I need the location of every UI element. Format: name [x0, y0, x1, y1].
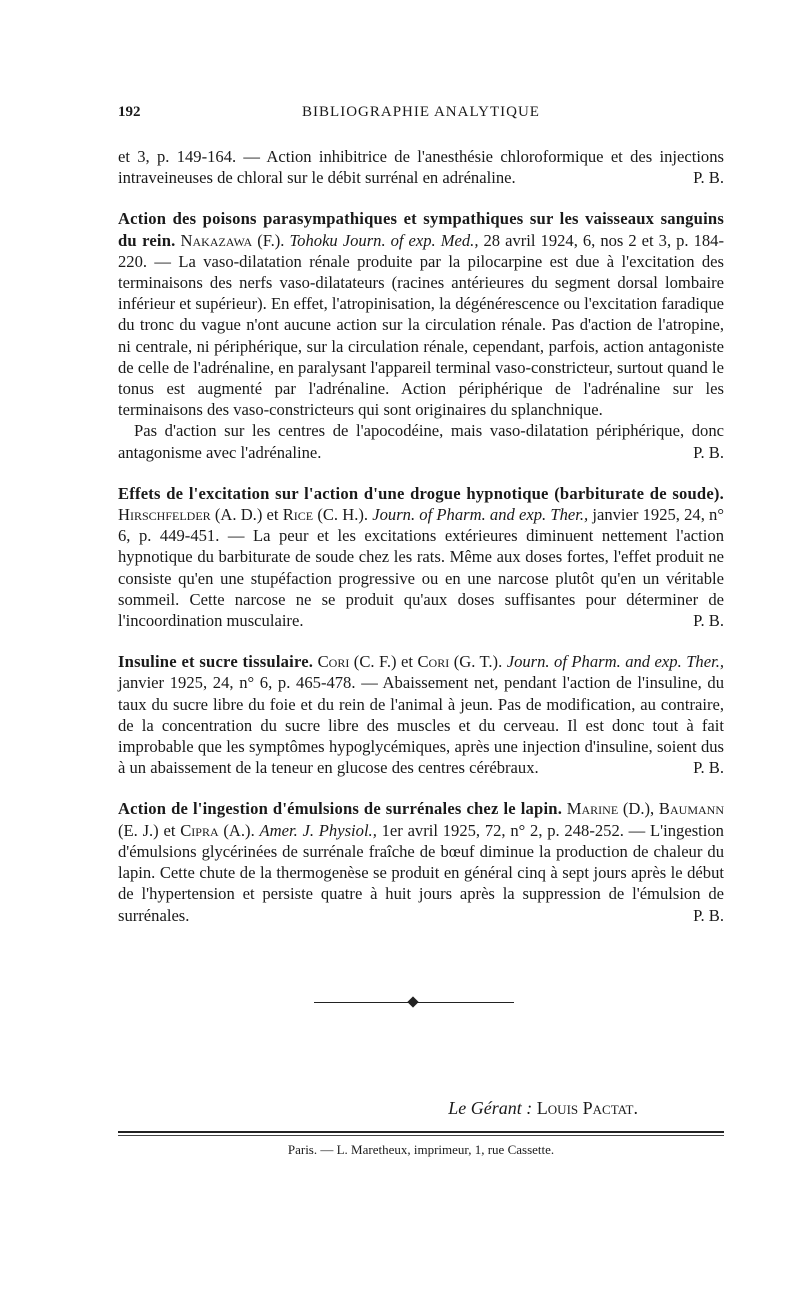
author-name-3: Cipra — [180, 820, 219, 840]
signature: P. B. — [693, 168, 724, 188]
abstract-text: — La vaso-dilatation rénale produite par la pilocarpine est due à l'excitation des terminaisons des nerfs vaso-dilatateurs (racines antérieures du segment dorsal lombaire inférieur et supérieur). En effet, l'atropinisation, la dégénérescence ou l'excitation faradique du tronc du vague n'ont aucune action sur la circulation rénale. Pas d'action de l'atropine, ni centrale, ni périphérique, sur la circulation rénale, cependant, parfois, action antagoniste de celle de l'adrénaline, en paralysant l'appareil terminal vaso-constricteur, surtout quand le tonus est augmenté par l'adrénaline. Action périphérique de l'adrénaline sur les terminaisons des vaso-constricteurs qui sont originaires du splanchnique. — [118, 251, 725, 420]
signature: P. B. — [693, 442, 724, 462]
entry-title: Insuline et sucre tissulaire. — [118, 652, 314, 672]
author-name: Marine — [566, 799, 619, 819]
author-name: Nakazawa — [180, 230, 253, 250]
citation: janvier 1925, 24, n° 6, p. 449-451. — [118, 505, 724, 546]
gerant-label: Le Gérant : — [448, 1098, 533, 1118]
author-initial-2: (G. T.). — [453, 652, 503, 672]
running-title: BIBLIOGRAPHIE ANALYTIQUE — [302, 104, 540, 120]
printer-imprint: Paris. — L. Maretheux, imprimeur, 1, rue Cassette. — [287, 1142, 555, 1157]
page-header — [118, 104, 724, 126]
abstract-text: — La peur et les excitations extérieures diminuent nettement l'action hypnotique du barbiturate de soude chez les rats. Même aux doses fortes, l'effet produit ne consiste qu'en une stupéfaction progressive ou en une narcose plutôt qu'en un véritable sommeil. Cette narcose ne se produit qu'aux doses suffisantes pour déterminer de l'incoordination musculaire. — [118, 526, 724, 631]
author-initial-2: (E. J.) et — [118, 820, 176, 840]
abstract-text: — L'ingestion d'émulsions glycérinées de surrénale fraîche de bœuf diminue la production de chaleur du lapin. Cette chute de la thermogenèse se produit en général cinq à sept jours après le début de l'hypertension et persiste quatre à huit jours après la suppression de l'émulsion de surrénales. — [118, 820, 724, 925]
journal-name: Journ. of Pharm. and exp. Ther., — [372, 505, 589, 525]
citation: 1er avril 1925, 72, n° 2, p. 248-252. — [381, 820, 624, 840]
author-name-2: Rice — [282, 505, 314, 525]
abstract-text: — Abaissement net, pendant l'action de l'insuline, du taux du sucre libre du foie et du rein de l'animal à jeun. Pas de modification, au contraire, de la concentration du sucre libre des muscles et du cerveau. Il est donc tout à fait improbable que les symptômes hypoglycémiques, après une injection d'insuline, soient dus à un abaissement de la teneur en glucose des centres cérébraux. — [118, 673, 724, 778]
section-ornament — [314, 997, 514, 1009]
entry-cori — [118, 651, 724, 778]
abstract-text-2: Pas d'action sur les centres de l'apocodéine, mais vaso-dilatation périphérique, donc antagonisme avec l'adrénaline. — [118, 421, 724, 462]
journal-name: Amer. J. Physiol., — [259, 820, 377, 840]
signature: P. B. — [693, 758, 724, 778]
author-initial: (C. F.) et — [353, 652, 414, 672]
continuation-text: et 3, p. 149-164. — Action inhibitrice de l'anesthésie chloroformique et des injections intraveineuses de chloral sur le débit surrénal en adrénaline. — [118, 147, 724, 188]
author-initial-3: (A.). — [223, 820, 255, 840]
author-initial: (A. D.) et — [214, 505, 279, 525]
author-name: Cori — [317, 652, 350, 672]
entry-marine — [118, 798, 724, 925]
signature: P. B. — [693, 611, 724, 631]
page-body — [118, 146, 724, 946]
citation: 28 avril 1924, 6, nos 2 et 3, p. 184-220. — [118, 230, 724, 271]
continuation-paragraph — [118, 146, 724, 188]
journal-name: Tohoku Journ. of exp. Med., — [289, 230, 479, 250]
entry-title: Effets de l'excitation sur l'action d'une drogue hypnotique (barbiturate de soude). — [118, 483, 724, 503]
citation: janvier 1925, 24, n° 6, p. 465-478. — [118, 673, 356, 693]
entry-title: Action des poisons parasympathiques et sympathiques sur les vaisseaux sanguins du rein. — [118, 209, 724, 250]
entry-title: Action de l'ingestion d'émulsions de surrénales chez le lapin. — [118, 799, 563, 819]
gerant-name: Louis Pactat. — [536, 1098, 638, 1118]
signature: P. B. — [693, 905, 724, 925]
author-initial: (F.). — [257, 230, 285, 250]
diamond-icon — [407, 996, 418, 1007]
journal-name: Journ. of Pharm. and exp. Ther., — [506, 652, 724, 672]
author-initial: (D.), — [622, 799, 655, 819]
footer-rule — [118, 1131, 724, 1133]
entry-nakazawa — [118, 208, 724, 462]
entry-hirschfelder — [118, 483, 724, 631]
author-name-2: Baumann — [658, 799, 724, 819]
author-name: Hirschfelder — [118, 505, 211, 525]
author-initial-2: (C. H.). — [317, 505, 369, 525]
author-name-2: Cori — [417, 652, 450, 672]
page-number: 192 — [118, 104, 141, 120]
footer-rule-thin — [118, 1135, 724, 1136]
gerant-line — [300, 1098, 638, 1119]
